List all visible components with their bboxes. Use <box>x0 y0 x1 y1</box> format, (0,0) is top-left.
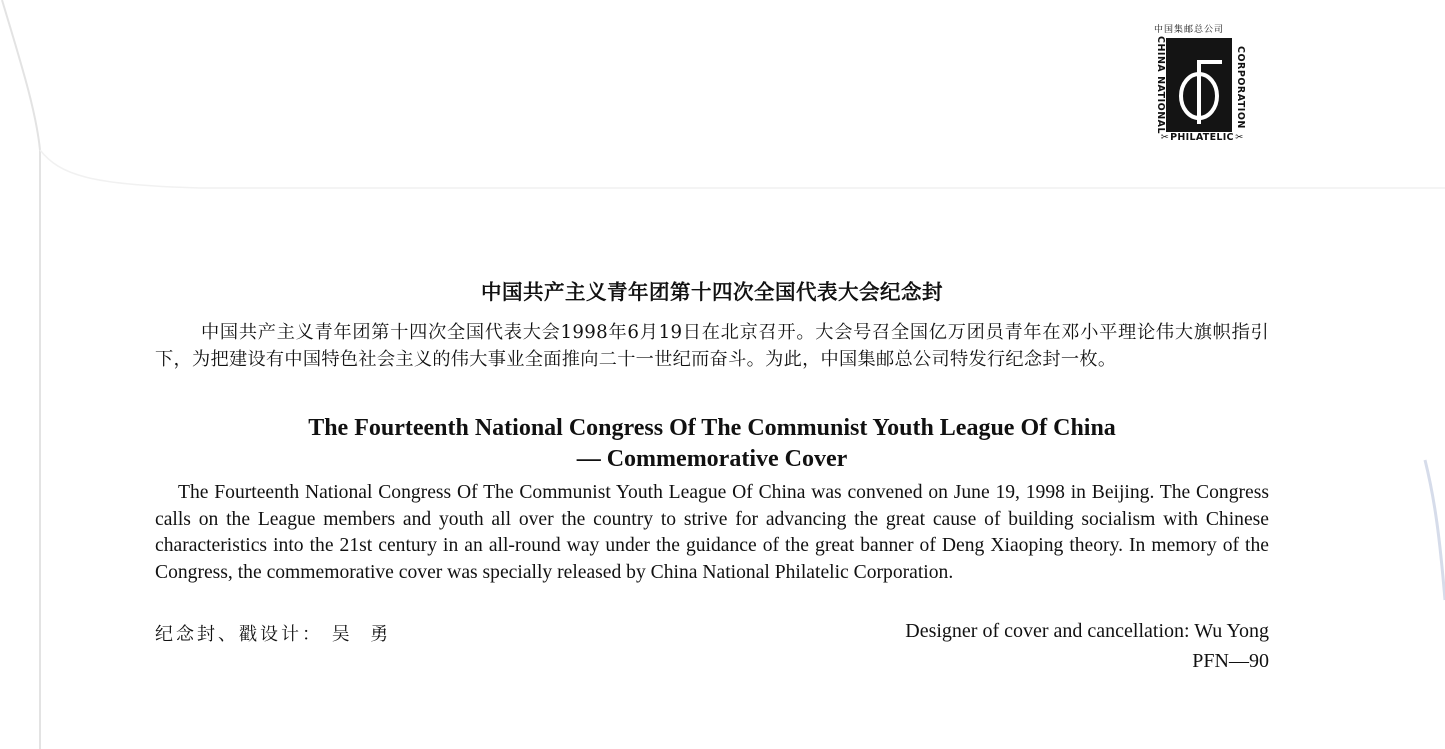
logo-left-text: CHINA NATIONAL <box>1155 36 1166 135</box>
designer-credit-chinese: 纪念封、戳设计： 吴 勇 <box>155 624 392 645</box>
logo-right-text: CORPORATION <box>1235 45 1246 129</box>
chinese-title: 中国共产主义青年团第十四次全国代表大会纪念封 <box>481 280 943 304</box>
english-title-line-1: The Fourteenth National Congress Of The Communist Youth League Of China <box>308 415 1116 441</box>
china-philatelic-logo <box>1150 22 1254 146</box>
cover-code: PFN—90 <box>1192 650 1269 672</box>
designer-credit-english: Designer of cover and cancellation: Wu Yong <box>905 620 1269 642</box>
english-title-line-2: — Commemorative Cover <box>576 446 848 472</box>
logo-bottom-text: ✂ PHILATELIC ✂ <box>1160 132 1244 143</box>
logo-emblem <box>1166 38 1232 132</box>
logo-chinese-name: 中国集邮总公司 <box>1154 25 1225 35</box>
logo-bottom-label: PHILATELIC <box>1170 132 1234 143</box>
english-description: The Fourteenth National Congress Of The Communist Youth League Of China was convened on June 19, 1998 in Beijing. The Congress calls on the League members and youth all over the country to strive for advancing the great cause of building socialism with Chinese characteristics into the 21st century in an all-round way under the guidance of the great banner of Deng Xiaoping theory. In memory of the Congress, the commemorative cover was specially released by China National Philatelic Corporation. <box>155 482 1269 583</box>
philatelic-emblem-icon <box>1166 38 1232 132</box>
chinese-description: 中国共产主义青年团第十四次全国代表大会1998年6月19日在北京召开。大会号召全国亿万团员青年在邓小平理论伟大旗帜指引下，为把建设有中国特色社会主义的伟大事业全面推向二十一世纪而奋斗。为此，中国集邮总公司特发行纪念封一枚。 <box>155 322 1269 370</box>
